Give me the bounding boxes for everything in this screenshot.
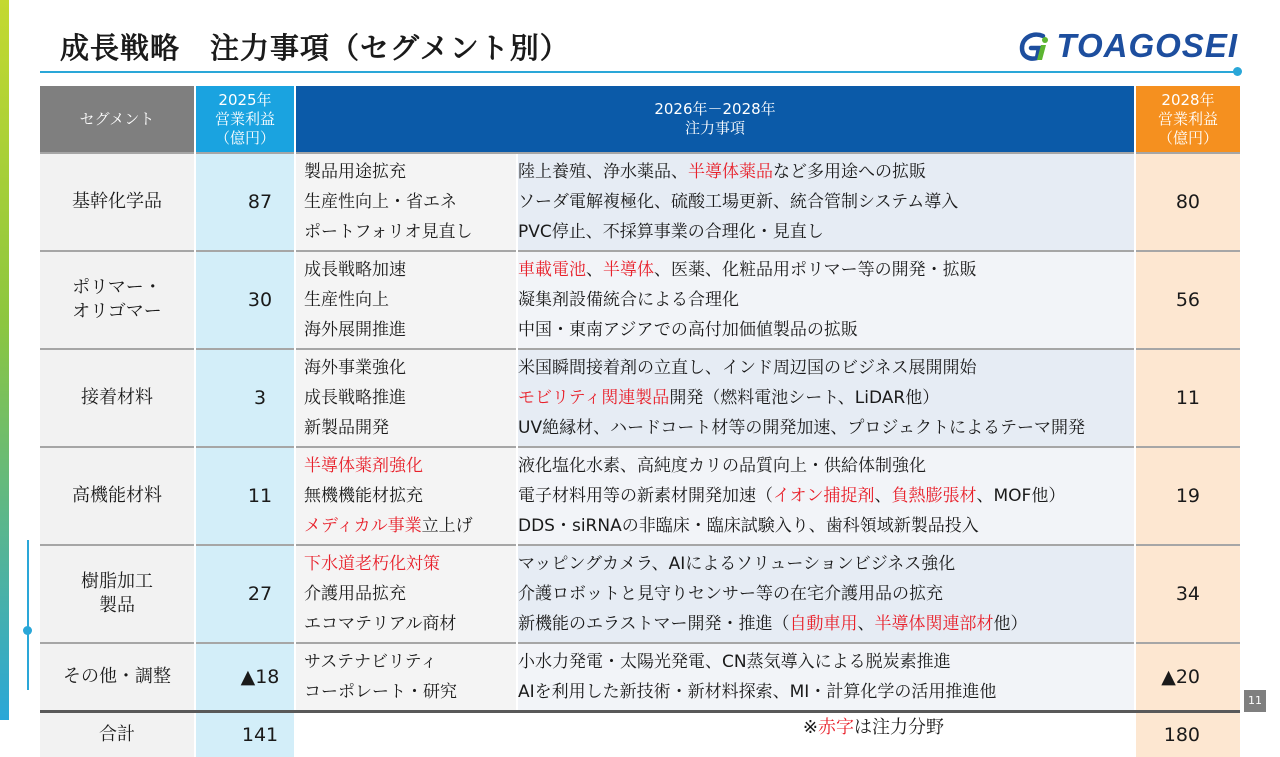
text-run: 液化塩化水素、高純度カリの品質向上・供給体制強化 — [518, 456, 926, 476]
text-run: ポートフォリオ見直し — [304, 222, 472, 242]
table-header-row — [40, 86, 1240, 153]
profit-2025-value: 27 — [195, 545, 295, 643]
focus-detail-item — [518, 383, 1134, 413]
highlight-text: イオン捕捉剤 — [773, 486, 875, 506]
text-run: 介護用品拡充 — [304, 584, 406, 604]
highlight-text: 自動車用 — [790, 614, 858, 634]
focus-area-item — [304, 315, 516, 345]
profit-2028-value: ▲20 — [1135, 643, 1240, 712]
segment-strategy-table — [40, 86, 1240, 757]
profit-2028-value: 80 — [1135, 153, 1240, 251]
focus-detail-item — [518, 579, 1134, 609]
focus-area-list — [295, 349, 517, 447]
side-accent-dot — [23, 626, 32, 635]
text-run: AIを利用した新技術・新材料探索、MI・計算化学の活用推進他 — [518, 682, 996, 702]
total-2028-value: 180 — [1135, 712, 1240, 757]
focus-detail-list — [517, 153, 1135, 251]
text-run: 海外事業強化 — [304, 358, 406, 378]
text-run: 新製品開発 — [304, 418, 389, 438]
header-2025-profit: 2025年 営業利益 （億円） — [195, 86, 295, 153]
logo-mark-icon — [1016, 27, 1054, 65]
focus-detail-item — [518, 413, 1134, 443]
text-run: エコマテリアル商材 — [304, 614, 456, 634]
company-logo — [1016, 26, 1238, 66]
table-row — [40, 153, 1240, 251]
title-rule-dot — [1233, 67, 1242, 76]
focus-area-item — [304, 187, 516, 217]
total-row — [40, 712, 1240, 757]
focus-detail-item — [518, 609, 1134, 639]
segment-name: 接着材料 — [40, 349, 195, 447]
text-run: DDS・siRNAの非臨床・臨床試験入り、歯科領域新製品投入 — [518, 516, 979, 536]
text-run: 電子材料用等の新素材開発加速（ — [518, 486, 773, 506]
text-run: 無機機能材拡充 — [304, 486, 423, 506]
highlight-text: モビリティ関連製品 — [518, 388, 669, 408]
text-run: は注力分野 — [854, 717, 944, 738]
profit-2025-value: 30 — [195, 251, 295, 349]
table-row — [40, 447, 1240, 545]
profit-2025-value: 11 — [195, 447, 295, 545]
table-row — [40, 349, 1240, 447]
text-run: 新機能のエラストマー開発・推進（ — [518, 614, 790, 634]
title-rule — [40, 71, 1238, 73]
focus-area-item — [304, 511, 516, 541]
text-run: 海外展開推進 — [304, 320, 406, 340]
focus-detail-item — [518, 481, 1134, 511]
text-run: 他） — [994, 614, 1028, 634]
text-run: 製品用途拡充 — [304, 162, 406, 182]
highlight-text: 車載電池 — [518, 260, 586, 280]
focus-area-item — [304, 285, 516, 315]
text-run: UV絶縁材、ハードコート材等の開発加速、プロジェクトによるテーマ開発 — [518, 418, 1085, 438]
profit-2028-value: 11 — [1135, 349, 1240, 447]
text-run: PVC停止、不採算事業の合理化・見直し — [518, 222, 824, 242]
text-run: 小水力発電・太陽光発電、CN蒸気導入による脱炭素推進 — [518, 652, 951, 672]
focus-area-item — [304, 255, 516, 285]
highlight-text: 下水道老朽化対策 — [304, 554, 440, 574]
text-run: 、 — [586, 260, 603, 280]
profit-2028-value: 19 — [1135, 447, 1240, 545]
segment-name: ポリマー・ オリゴマー — [40, 251, 195, 349]
focus-detail-list — [517, 349, 1135, 447]
text-run: 、MOF他） — [977, 486, 1066, 506]
focus-detail-item — [518, 315, 1134, 345]
focus-detail-item — [518, 647, 1134, 677]
table-row — [40, 251, 1240, 349]
focus-detail-item — [518, 511, 1134, 541]
header-2028-profit: 2028年 営業利益 （億円） — [1135, 86, 1240, 153]
focus-area-item — [304, 451, 516, 481]
text-run: 陸上養殖、浄水薬品、 — [518, 162, 688, 182]
text-run: 成長戦略推進 — [304, 388, 406, 408]
segment-name: 樹脂加工 製品 — [40, 545, 195, 643]
text-run: ※ — [803, 717, 818, 738]
page-number: 11 — [1244, 690, 1266, 712]
focus-detail-list — [517, 447, 1135, 545]
focus-detail-item — [518, 255, 1134, 285]
text-run: 開発（燃料電池シート、LiDAR他） — [669, 388, 939, 408]
highlight-text: 半導体 — [603, 260, 654, 280]
text-run: など多用途への拡販 — [773, 162, 926, 182]
focus-area-list — [295, 251, 517, 349]
text-run: コーポレート・研究 — [304, 682, 457, 702]
table-row — [40, 643, 1240, 712]
page-title: 成長戦略 注力事項（セグメント別） — [60, 26, 570, 67]
total-label: 合計 — [40, 712, 195, 757]
highlight-text: 負熱膨張材 — [892, 486, 977, 506]
text-run: マッピングカメラ、AIによるソリューションビジネス強化 — [518, 554, 955, 574]
focus-detail-item — [518, 549, 1134, 579]
legend-note — [803, 717, 944, 738]
focus-detail-item — [518, 285, 1134, 315]
focus-area-item — [304, 549, 516, 579]
focus-area-list — [295, 545, 517, 643]
profit-2025-value: ▲18 — [195, 643, 295, 712]
text-run: 、 — [858, 614, 875, 634]
focus-area-list — [295, 643, 517, 712]
text-run: 生産性向上・省エネ — [304, 192, 457, 212]
text-run: 成長戦略加速 — [304, 260, 406, 280]
focus-area-item — [304, 481, 516, 511]
header-segment: セグメント — [40, 86, 195, 153]
focus-area-item — [304, 609, 516, 639]
text-run: 米国瞬間接着剤の立直し、インド周辺国のビジネス展開開始 — [518, 358, 977, 378]
focus-area-item — [304, 413, 516, 443]
focus-detail-item — [518, 157, 1134, 187]
left-accent-bar — [0, 0, 9, 720]
text-run: 、 — [875, 486, 892, 506]
text-run: 生産性向上 — [304, 290, 389, 310]
logo-wordmark: TOAGOSEI — [1056, 27, 1238, 65]
focus-area-list — [295, 447, 517, 545]
text-run: サステナビリティ — [304, 652, 437, 672]
focus-detail-list — [517, 251, 1135, 349]
focus-area-list — [295, 153, 517, 251]
highlight-text: 赤字 — [818, 717, 854, 738]
focus-detail-item — [518, 187, 1134, 217]
table-row — [40, 545, 1240, 643]
total-2025-value: 141 — [195, 712, 295, 757]
segment-name: 基幹化学品 — [40, 153, 195, 251]
profit-2025-value: 87 — [195, 153, 295, 251]
highlight-text: 半導体関連部材 — [875, 614, 994, 634]
text-run: ソーダ電解複極化、硫酸工場更新、統合管制システム導入 — [518, 192, 958, 212]
focus-detail-item — [518, 353, 1134, 383]
focus-area-item — [304, 157, 516, 187]
segment-name: 高機能材料 — [40, 447, 195, 545]
highlight-text: 半導体薬品 — [688, 162, 773, 182]
focus-detail-item — [518, 217, 1134, 247]
text-run: 介護ロボットと見守りセンサー等の在宅介護用品の拡充 — [518, 584, 943, 604]
focus-area-item — [304, 677, 516, 707]
segment-name: その他・調整 — [40, 643, 195, 712]
header-focus-areas: 2026年－2028年 注力事項 — [295, 86, 1135, 153]
profit-2025-value: 3 — [195, 349, 295, 447]
focus-detail-item — [518, 677, 1134, 707]
focus-detail-list — [517, 643, 1135, 712]
text-run: 立上げ — [422, 516, 473, 536]
focus-area-item — [304, 353, 516, 383]
profit-2028-value: 56 — [1135, 251, 1240, 349]
focus-detail-item — [518, 451, 1134, 481]
text-run: 、医薬、化粧品用ポリマー等の開発・拡販 — [654, 260, 977, 280]
focus-area-item — [304, 217, 516, 247]
side-accent-line — [27, 540, 29, 690]
focus-area-item — [304, 383, 516, 413]
focus-area-item — [304, 647, 516, 677]
highlight-text: メディカル事業 — [304, 516, 422, 536]
text-run: 凝集剤設備統合による合理化 — [518, 290, 739, 310]
focus-area-item — [304, 579, 516, 609]
text-run: 中国・東南アジアでの高付加価値製品の拡販 — [518, 320, 858, 340]
focus-detail-list — [517, 545, 1135, 643]
highlight-text: 半導体薬剤強化 — [304, 456, 423, 476]
profit-2028-value: 34 — [1135, 545, 1240, 643]
